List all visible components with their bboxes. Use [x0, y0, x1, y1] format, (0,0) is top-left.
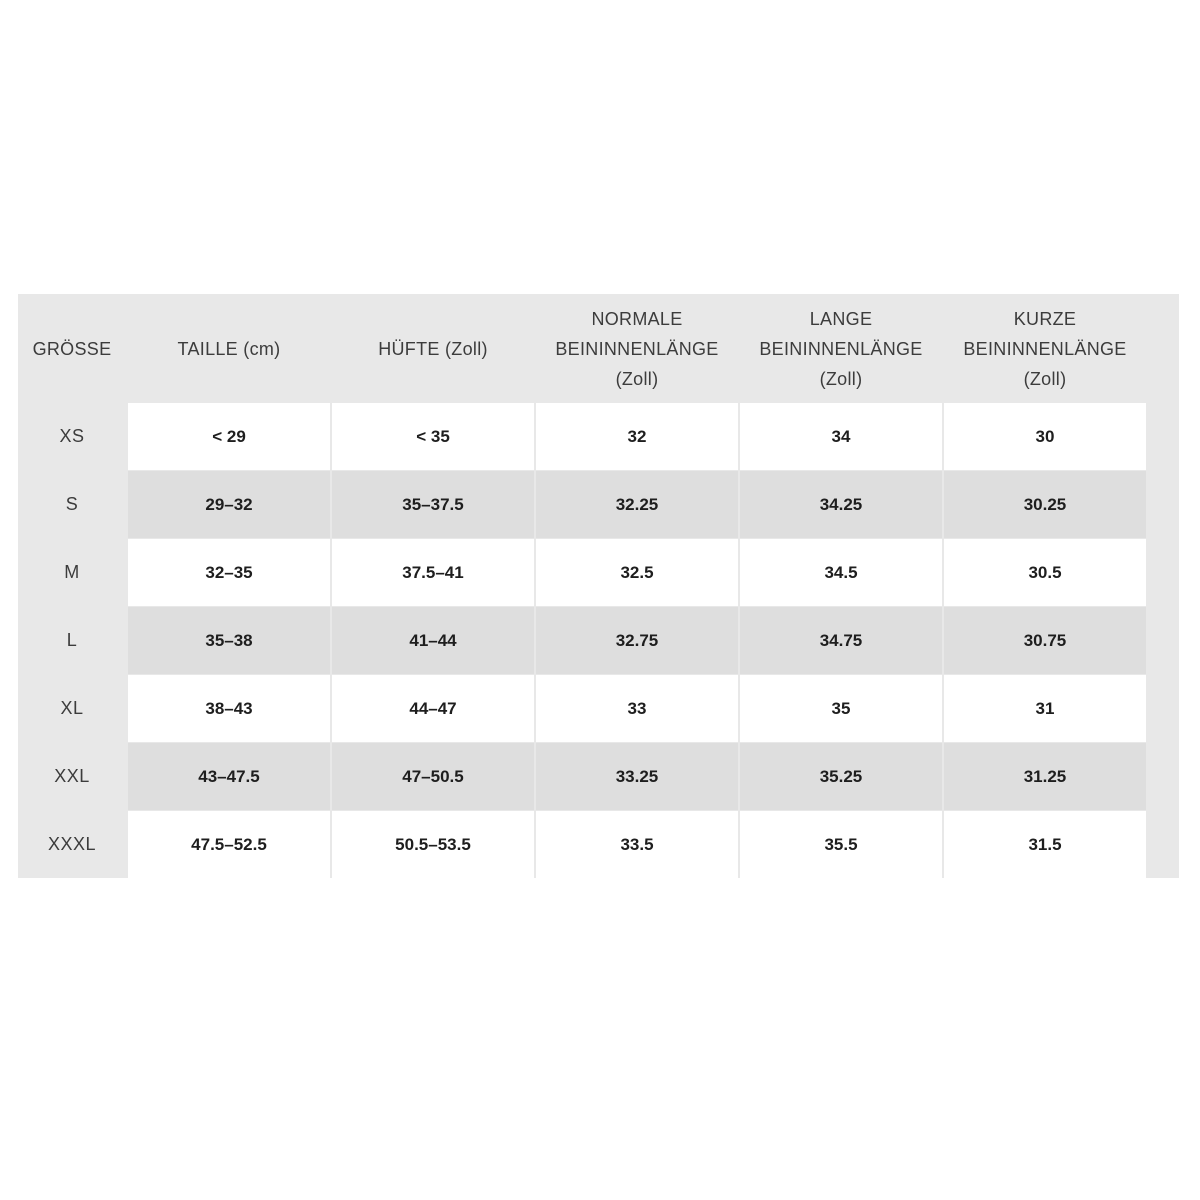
- short-inseam-cell: 31.5: [944, 811, 1146, 878]
- table-row: [18, 403, 1179, 470]
- hip-cell: 35–37.5: [332, 471, 534, 538]
- long-inseam-cell: 34.5: [740, 539, 942, 606]
- header-hip: [332, 294, 534, 403]
- size-chart-table: [18, 294, 1179, 878]
- short-inseam-cell: 31: [944, 675, 1146, 742]
- hip-cell: 47–50.5: [332, 743, 534, 810]
- size-cell: XXXL: [47, 834, 97, 854]
- header-label: BEININNENLÄNGE: [759, 338, 923, 359]
- normal-inseam-cell: 32.5: [536, 539, 738, 606]
- hip-cell: < 35: [332, 403, 534, 470]
- waist-cell: 32–35: [128, 539, 330, 606]
- table-row: [18, 539, 1179, 606]
- header-label: BEININNENLÄNGE: [963, 338, 1127, 359]
- waist-cell: 29–32: [128, 471, 330, 538]
- waist-cell: 43–47.5: [128, 743, 330, 810]
- waist-cell: 38–43: [128, 675, 330, 742]
- header-label: (Zoll): [1023, 368, 1067, 389]
- table-row: [18, 675, 1179, 742]
- long-inseam-cell: 35.5: [740, 811, 942, 878]
- normal-inseam-cell: 32: [536, 403, 738, 470]
- normal-inseam-cell: 33.25: [536, 743, 738, 810]
- waist-cell: < 29: [128, 403, 330, 470]
- size-cell: S: [65, 494, 79, 514]
- header-label: NORMALE: [591, 308, 683, 329]
- table-header-row: [18, 294, 1179, 403]
- header-label: BEININNENLÄNGE: [555, 338, 719, 359]
- long-inseam-cell: 34.25: [740, 471, 942, 538]
- normal-inseam-cell: 32.75: [536, 607, 738, 674]
- header-short-inseam: [944, 294, 1146, 403]
- long-inseam-cell: 35: [740, 675, 942, 742]
- header-label: KURZE: [1013, 308, 1077, 329]
- table-row: [18, 811, 1179, 878]
- short-inseam-cell: 30.25: [944, 471, 1146, 538]
- header-label: LANGE: [809, 308, 873, 329]
- hip-cell: 44–47: [332, 675, 534, 742]
- normal-inseam-cell: 33.5: [536, 811, 738, 878]
- header-normal-inseam: [536, 294, 738, 403]
- waist-cell: 35–38: [128, 607, 330, 674]
- long-inseam-cell: 34.75: [740, 607, 942, 674]
- size-cell: L: [66, 630, 78, 650]
- header-label: TAILLE (cm): [177, 338, 281, 359]
- header-size: [18, 294, 126, 403]
- short-inseam-cell: 30.75: [944, 607, 1146, 674]
- size-cell: XL: [60, 698, 84, 718]
- hip-cell: 41–44: [332, 607, 534, 674]
- table-row: [18, 471, 1179, 538]
- header-label: GRÖSSE: [32, 338, 112, 359]
- table-row: [18, 743, 1179, 810]
- long-inseam-cell: 35.25: [740, 743, 942, 810]
- short-inseam-cell: 30: [944, 403, 1146, 470]
- waist-cell: 47.5–52.5: [128, 811, 330, 878]
- size-cell: XS: [59, 426, 85, 446]
- header-label: (Zoll): [819, 368, 863, 389]
- table-row: [18, 607, 1179, 674]
- header-long-inseam: [740, 294, 942, 403]
- short-inseam-cell: 30.5: [944, 539, 1146, 606]
- size-cell: XXL: [54, 766, 90, 786]
- header-label: (Zoll): [615, 368, 659, 389]
- normal-inseam-cell: 32.25: [536, 471, 738, 538]
- size-cell: M: [64, 562, 80, 582]
- hip-cell: 37.5–41: [332, 539, 534, 606]
- long-inseam-cell: 34: [740, 403, 942, 470]
- header-label: HÜFTE (Zoll): [378, 338, 488, 359]
- short-inseam-cell: 31.25: [944, 743, 1146, 810]
- header-waist: [128, 294, 330, 403]
- hip-cell: 50.5–53.5: [332, 811, 534, 878]
- normal-inseam-cell: 33: [536, 675, 738, 742]
